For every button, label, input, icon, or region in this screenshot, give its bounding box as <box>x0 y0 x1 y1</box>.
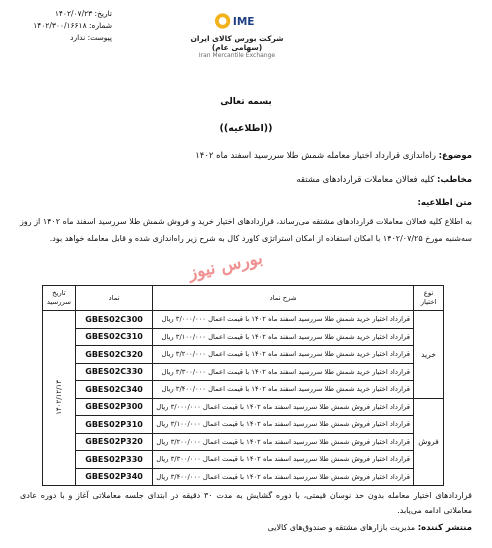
table-row <box>43 381 444 399</box>
footer-text: قراردادهای اختیار معامله بدون حد نوسان قیمتی، با دوره گشایش به مدت ۳۰ دقیقه در ابتدای جلسه معاملاتی آغاز و با دوره عادی معاملاتی ادامه می‌یابد. <box>20 491 473 515</box>
body-heading: متن اطلاعیه: <box>417 198 472 208</box>
row-description: قرارداد اختیار فروش شمش طلا سررسید اسفند ماه ۱۴۰۲ با قیمت اعمال ۳/۱۰۰/۰۰۰ ریال <box>153 416 414 434</box>
subject-line <box>195 151 472 161</box>
number-label: شماره: <box>89 21 112 30</box>
watermark: بورس نیوز <box>186 248 265 284</box>
row-symbol: GBES02P340 <box>75 468 152 486</box>
date-value: ۱۴۰۲/۰۷/۲۳ <box>54 9 93 18</box>
row-symbol: GBES02C310 <box>75 328 152 346</box>
row-symbol: GBES02P330 <box>75 451 152 469</box>
table-row <box>43 311 444 329</box>
attachment-value: ندارد <box>70 33 86 42</box>
basmala: بسمه تعالی <box>220 97 272 107</box>
type-call: خرید <box>414 311 444 399</box>
row-description: قرارداد اختیار فروش شمش طلا سررسید اسفند ماه ۱۴۰۲ با قیمت اعمال ۳/۲۰۰/۰۰۰ ریال <box>153 433 414 451</box>
row-symbol: GBES02C300 <box>75 311 152 329</box>
attachment-line <box>14 32 112 44</box>
notice-heading: ((اطلاعیه)) <box>219 123 273 134</box>
subject-text: راه‌اندازی قرارداد اختیار معامله شمش طلا سررسید اسفند ماه ۱۴۰۲ <box>195 151 436 161</box>
header-description: شرح نماد <box>153 286 414 311</box>
row-symbol: GBES02C320 <box>75 346 152 364</box>
row-symbol: GBES02C330 <box>75 363 152 381</box>
publisher-line <box>268 523 472 533</box>
expiry-date: ۱۴۰۲/۱۲/۱۳ <box>54 379 63 415</box>
row-description: قرارداد اختیار فروش شمش طلا سررسید اسفند ماه ۱۴۰۲ با قیمت اعمال ۳/۰۰۰/۰۰۰ ریال <box>153 398 414 416</box>
ime-logo-icon <box>214 10 260 32</box>
row-symbol: GBES02P320 <box>75 433 152 451</box>
number-line <box>14 20 112 32</box>
date-line <box>14 8 112 20</box>
publisher-label: منتشر کننده: <box>417 523 472 533</box>
date-label: تاریخ: <box>94 9 112 18</box>
company-name-en: Iran Mercantile Exchange <box>198 52 276 59</box>
expiry-cell <box>43 311 76 486</box>
row-description: قرارداد اختیار خرید شمش طلا سررسید اسفند ماه ۱۴۰۲ با قیمت اعمال ۳/۰۰۰/۰۰۰ ریال <box>153 311 414 329</box>
contracts-table <box>42 285 444 486</box>
table-row <box>43 363 444 381</box>
number-value: ۱۴۰۲/۳۰۰/۱۶۶۱۸ <box>33 21 87 30</box>
row-description: قرارداد اختیار فروش شمش طلا سررسید اسفند ماه ۱۴۰۲ با قیمت اعمال ۳/۳۰۰/۰۰۰ ریال <box>153 451 414 469</box>
table-row <box>43 416 444 434</box>
row-symbol: GBES02C340 <box>75 381 152 399</box>
audience-line <box>296 175 472 185</box>
table-row <box>43 328 444 346</box>
header-expiry: تاریخ سررسید <box>43 286 76 311</box>
table-row <box>43 433 444 451</box>
row-description: قرارداد اختیار فروش شمش طلا سررسید اسفند ماه ۱۴۰۲ با قیمت اعمال ۳/۴۰۰/۰۰۰ ریال <box>153 468 414 486</box>
table-row <box>43 398 444 416</box>
row-symbol: GBES02P310 <box>75 416 152 434</box>
row-description: قرارداد اختیار خرید شمش طلا سررسید اسفند ماه ۱۴۰۲ با قیمت اعمال ۳/۱۰۰/۰۰۰ ریال <box>153 328 414 346</box>
header-type: نوع اختیار <box>414 286 444 311</box>
company-logo <box>182 10 292 59</box>
row-description: قرارداد اختیار خرید شمش طلا سررسید اسفند ماه ۱۴۰۲ با قیمت اعمال ۳/۲۰۰/۰۰۰ ریال <box>153 346 414 364</box>
table-header-row <box>43 286 444 311</box>
logo-text: IME <box>232 15 255 28</box>
company-name: شرکت بورس کالای ایران (سهامی عام) <box>190 34 284 52</box>
table-row <box>43 346 444 364</box>
header-symbol: نماد <box>75 286 152 311</box>
attachment-label: پیوست: <box>87 33 112 42</box>
row-description: قرارداد اختیار خرید شمش طلا سررسید اسفند ماه ۱۴۰۲ با قیمت اعمال ۳/۴۰۰/۰۰۰ ریال <box>153 381 414 399</box>
audience-text: کلیه فعالان معاملات قراردادهای مشتقه <box>296 175 435 185</box>
body-text: به اطلاع کلیه فعالان معاملات قراردادهای مشتقه می‌رساند، قراردادهای اختیار خرید و فروش شمش طلا سررسید اسفند ماه ۱۴۰۲ از روز سه‌شنبه مورخ ۱۴۰۲/۰۷/۲۵ با امکان استفاده از امکان استراتژی کاورد کال به شرح زیر راه‌اندازی شده و قابل معامله خواهد بود. <box>20 217 472 243</box>
type-put: فروش <box>414 398 444 486</box>
publisher-text: مدیریت بازارهای مشتقه و صندوق‌های کالایی <box>267 523 416 532</box>
row-description: قرارداد اختیار خرید شمش طلا سررسید اسفند ماه ۱۴۰۲ با قیمت اعمال ۳/۳۰۰/۰۰۰ ریال <box>153 363 414 381</box>
subject-label: موضوع: <box>438 151 472 161</box>
audience-label: مخاطب: <box>437 175 472 185</box>
table-row <box>43 451 444 469</box>
row-symbol: GBES02P300 <box>75 398 152 416</box>
table-row <box>43 468 444 486</box>
document-meta <box>14 8 112 44</box>
